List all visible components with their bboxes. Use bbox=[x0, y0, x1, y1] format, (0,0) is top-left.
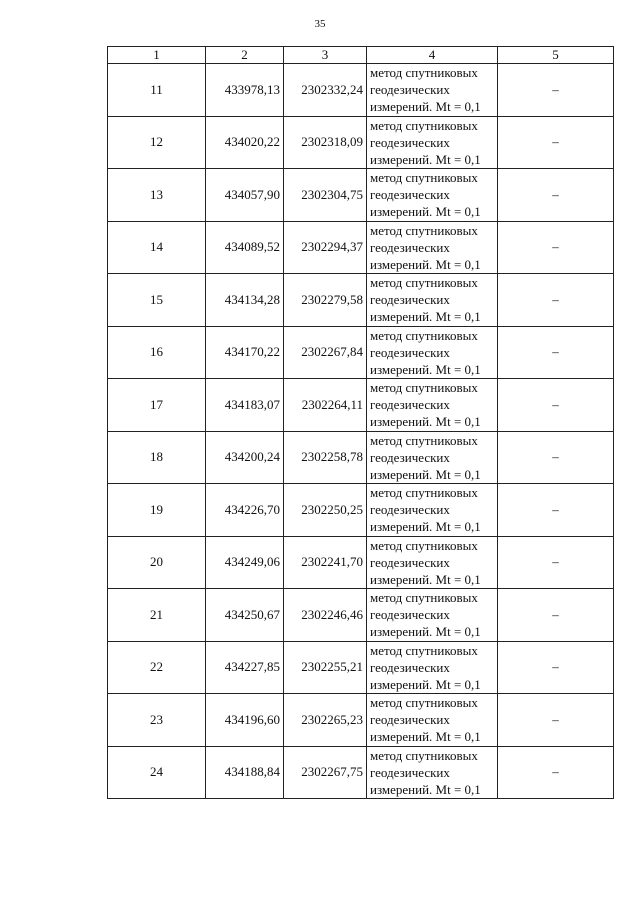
coord-x: 434057,90 bbox=[206, 169, 284, 222]
method-cell bbox=[367, 274, 498, 327]
method-line: метод спутниковых bbox=[370, 537, 478, 553]
note-cell: – bbox=[498, 274, 614, 327]
table-row bbox=[108, 379, 614, 432]
method-line: метод спутниковых bbox=[370, 590, 478, 606]
coord-x: 434249,06 bbox=[206, 536, 284, 589]
method-line: геодезических bbox=[370, 344, 450, 360]
method-line: измерений. Mt = 0,1 bbox=[370, 676, 481, 692]
note-cell: – bbox=[498, 589, 614, 642]
method-line: измерений. Mt = 0,1 bbox=[370, 519, 481, 535]
method-cell bbox=[367, 64, 498, 117]
method-line: геодезических bbox=[370, 554, 450, 570]
coord-x: 434183,07 bbox=[206, 379, 284, 432]
method-line: измерений. Mt = 0,1 bbox=[370, 99, 481, 115]
note-cell: – bbox=[498, 221, 614, 274]
method-cell bbox=[367, 221, 498, 274]
coordinates-table bbox=[107, 46, 614, 799]
method-line: геодезических bbox=[370, 764, 450, 780]
coord-y: 2302264,11 bbox=[284, 379, 367, 432]
table-row bbox=[108, 484, 614, 537]
method-line: геодезических bbox=[370, 134, 450, 150]
coord-y: 2302267,75 bbox=[284, 746, 367, 799]
coord-y: 2302255,21 bbox=[284, 641, 367, 694]
method-line: геодезических bbox=[370, 82, 450, 98]
coord-y: 2302332,24 bbox=[284, 64, 367, 117]
header-col-3: 3 bbox=[284, 47, 367, 64]
coord-x: 434134,28 bbox=[206, 274, 284, 327]
point-number: 14 bbox=[108, 221, 206, 274]
point-number: 19 bbox=[108, 484, 206, 537]
coord-x: 434200,24 bbox=[206, 431, 284, 484]
method-line: измерений. Mt = 0,1 bbox=[370, 151, 481, 167]
method-line: метод спутниковых bbox=[370, 695, 478, 711]
coord-x: 434089,52 bbox=[206, 221, 284, 274]
method-line: измерений. Mt = 0,1 bbox=[370, 256, 481, 272]
method-cell bbox=[367, 326, 498, 379]
header-col-1: 1 bbox=[108, 47, 206, 64]
coord-y: 2302304,75 bbox=[284, 169, 367, 222]
header-col-2: 2 bbox=[206, 47, 284, 64]
coord-y: 2302265,23 bbox=[284, 694, 367, 747]
method-line: измерений. Mt = 0,1 bbox=[370, 729, 481, 745]
method-line: метод спутниковых bbox=[370, 170, 478, 186]
table-row bbox=[108, 221, 614, 274]
note-cell: – bbox=[498, 326, 614, 379]
coord-x: 434226,70 bbox=[206, 484, 284, 537]
method-line: измерений. Mt = 0,1 bbox=[370, 624, 481, 640]
method-cell bbox=[367, 536, 498, 589]
coord-x: 434250,67 bbox=[206, 589, 284, 642]
method-cell bbox=[367, 116, 498, 169]
point-number: 12 bbox=[108, 116, 206, 169]
method-line: метод спутниковых bbox=[370, 642, 478, 658]
point-number: 11 bbox=[108, 64, 206, 117]
coord-x: 434227,85 bbox=[206, 641, 284, 694]
method-line: метод спутниковых bbox=[370, 327, 478, 343]
header-col-4: 4 bbox=[367, 47, 498, 64]
method-line: геодезических bbox=[370, 659, 450, 675]
coord-y: 2302250,25 bbox=[284, 484, 367, 537]
table-row bbox=[108, 64, 614, 117]
method-line: геодезических bbox=[370, 607, 450, 623]
method-line: измерений. Mt = 0,1 bbox=[370, 361, 481, 377]
coord-x: 434020,22 bbox=[206, 116, 284, 169]
coord-y: 2302294,37 bbox=[284, 221, 367, 274]
coord-x: 434188,84 bbox=[206, 746, 284, 799]
point-number: 21 bbox=[108, 589, 206, 642]
note-cell: – bbox=[498, 116, 614, 169]
method-line: геодезических bbox=[370, 712, 450, 728]
method-line: метод спутниковых bbox=[370, 275, 478, 291]
method-line: метод спутниковых bbox=[370, 747, 478, 763]
table-header-row bbox=[108, 47, 614, 64]
table-body bbox=[108, 64, 614, 799]
table-row bbox=[108, 169, 614, 222]
method-cell bbox=[367, 379, 498, 432]
table-row bbox=[108, 641, 614, 694]
point-number: 15 bbox=[108, 274, 206, 327]
method-line: геодезических bbox=[370, 449, 450, 465]
note-cell: – bbox=[498, 431, 614, 484]
coord-x: 434196,60 bbox=[206, 694, 284, 747]
note-cell: – bbox=[498, 64, 614, 117]
table-row bbox=[108, 746, 614, 799]
method-cell bbox=[367, 694, 498, 747]
point-number: 23 bbox=[108, 694, 206, 747]
method-line: геодезических bbox=[370, 397, 450, 413]
point-number: 24 bbox=[108, 746, 206, 799]
method-line: измерений. Mt = 0,1 bbox=[370, 309, 481, 325]
note-cell: – bbox=[498, 746, 614, 799]
coord-y: 2302258,78 bbox=[284, 431, 367, 484]
table-row bbox=[108, 326, 614, 379]
table-row bbox=[108, 431, 614, 484]
coord-y: 2302318,09 bbox=[284, 116, 367, 169]
point-number: 20 bbox=[108, 536, 206, 589]
point-number: 16 bbox=[108, 326, 206, 379]
note-cell: – bbox=[498, 536, 614, 589]
table-row bbox=[108, 536, 614, 589]
header-col-5: 5 bbox=[498, 47, 614, 64]
coord-x: 434170,22 bbox=[206, 326, 284, 379]
note-cell: – bbox=[498, 694, 614, 747]
method-line: геодезических bbox=[370, 239, 450, 255]
table-row bbox=[108, 694, 614, 747]
method-cell bbox=[367, 746, 498, 799]
point-number: 13 bbox=[108, 169, 206, 222]
point-number: 18 bbox=[108, 431, 206, 484]
method-line: геодезических bbox=[370, 502, 450, 518]
table-row bbox=[108, 589, 614, 642]
note-cell: – bbox=[498, 169, 614, 222]
method-line: измерений. Mt = 0,1 bbox=[370, 781, 481, 797]
method-line: измерений. Mt = 0,1 bbox=[370, 466, 481, 482]
note-cell: – bbox=[498, 484, 614, 537]
method-line: измерений. Mt = 0,1 bbox=[370, 414, 481, 430]
method-cell bbox=[367, 169, 498, 222]
method-line: измерений. Mt = 0,1 bbox=[370, 204, 481, 220]
method-cell bbox=[367, 431, 498, 484]
table-row bbox=[108, 116, 614, 169]
coord-y: 2302279,58 bbox=[284, 274, 367, 327]
method-line: метод спутниковых bbox=[370, 432, 478, 448]
table-row bbox=[108, 274, 614, 327]
method-line: метод спутниковых bbox=[370, 380, 478, 396]
method-cell bbox=[367, 589, 498, 642]
method-line: метод спутниковых bbox=[370, 222, 478, 238]
method-line: измерений. Mt = 0,1 bbox=[370, 571, 481, 587]
method-cell bbox=[367, 641, 498, 694]
page-number: 35 bbox=[314, 18, 326, 30]
note-cell: – bbox=[498, 641, 614, 694]
method-line: метод спутниковых bbox=[370, 485, 478, 501]
coord-x: 433978,13 bbox=[206, 64, 284, 117]
method-line: метод спутниковых bbox=[370, 65, 478, 81]
method-line: геодезических bbox=[370, 292, 450, 308]
coord-y: 2302241,70 bbox=[284, 536, 367, 589]
method-cell bbox=[367, 484, 498, 537]
coord-y: 2302246,46 bbox=[284, 589, 367, 642]
note-cell: – bbox=[498, 379, 614, 432]
point-number: 17 bbox=[108, 379, 206, 432]
coord-y: 2302267,84 bbox=[284, 326, 367, 379]
point-number: 22 bbox=[108, 641, 206, 694]
method-line: геодезических bbox=[370, 187, 450, 203]
method-line: метод спутниковых bbox=[370, 117, 478, 133]
